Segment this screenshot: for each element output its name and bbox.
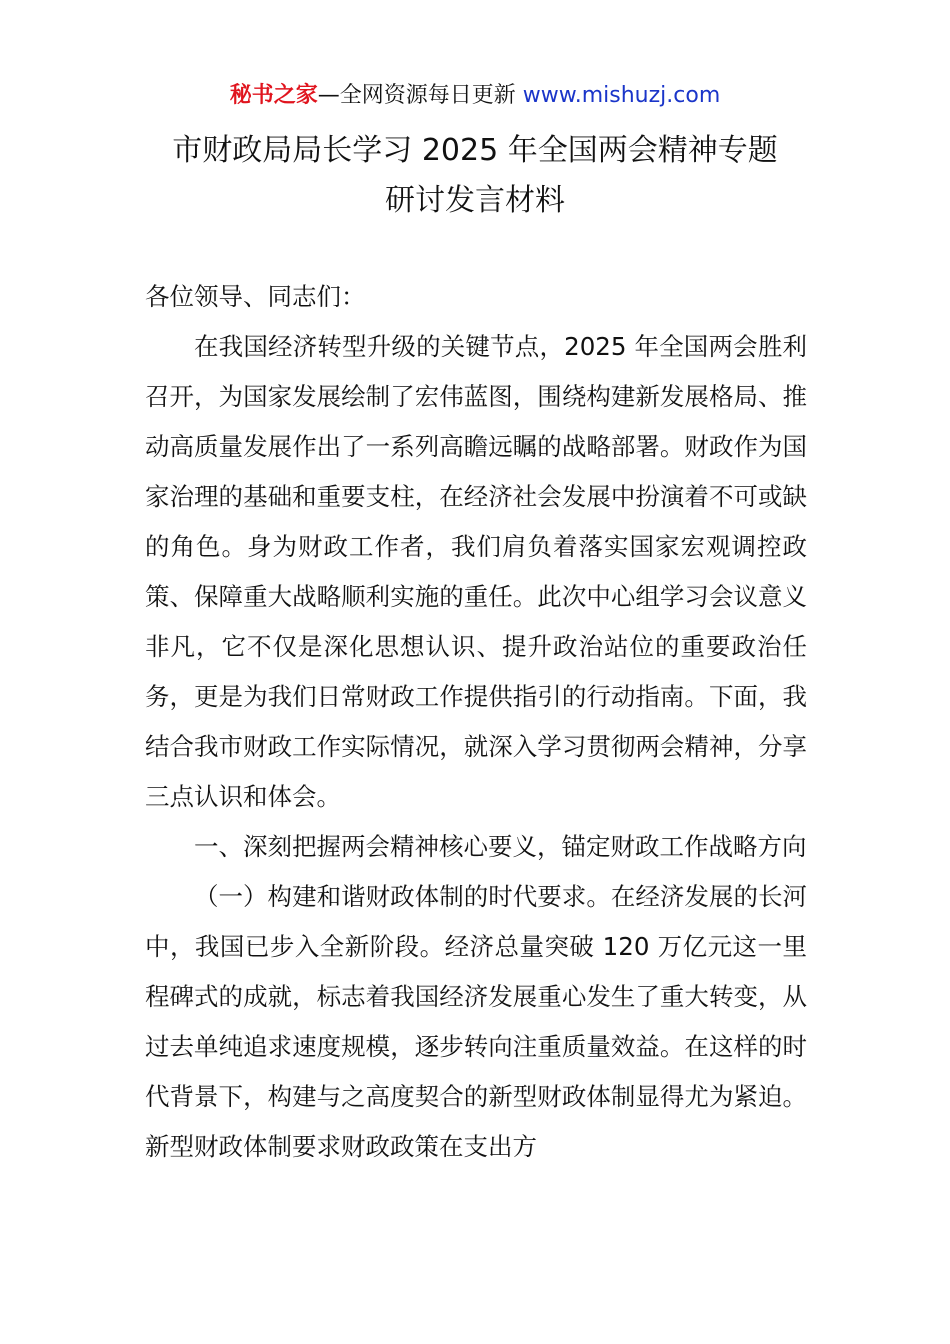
document-title-line-1: 市财政局局长学习 2025 年全国两会精神专题	[172, 133, 778, 168]
site-url-link[interactable]: www.mishuzj.com	[522, 83, 721, 108]
section-heading-1: 一、深刻把握两会精神核心要义，锚定财政工作战略方向	[194, 832, 807, 861]
subsection-paragraph-1: （一）构建和谐财政体制的时代要求。在经济发展的长河中，我国已步入全新阶段。经济总量突破 120 万亿元这一里程碑式的成就，标志着我国经济发展重心发生了重大转变，从过去单纯追求速度规模，逐步转向注重质量效益。在这样的时代背景下，构建与之高度契合的新型财政体制显得尤为紧迫。新型财政体制要求财政政策在支出方	[145, 882, 807, 1161]
document-body	[145, 272, 807, 1172]
intro-paragraph: 在我国经济转型升级的关键节点，2025 年全国两会胜利召开，为国家发展绘制了宏伟蓝图，围绕构建新发展格局、推动高质量发展作出了一系列高瞻远瞩的战略部署。财政作为国家治理的基础和重要支柱，在经济社会发展中扮演着不可或缺的角色。身为财政工作者，我们肩负着落实国家宏观调控政策、保障重大战略顺利实施的重任。此次中心组学习会议意义非凡，它不仅是深化思想认识、提升政治站位的重要政治任务，更是为我们日常财政工作提供指引的行动指南。下面，我结合我市财政工作实际情况，就深入学习贯彻两会精神，分享三点认识和体会。	[145, 332, 807, 811]
site-brand: 秘书之家	[229, 83, 318, 108]
site-tagline: —全网资源每日更新	[317, 83, 523, 108]
salutation: 各位领导、同志们：	[145, 282, 366, 311]
document-title-line-2: 研讨发言材料	[385, 183, 565, 218]
document-title	[0, 126, 950, 226]
site-header	[0, 80, 950, 112]
